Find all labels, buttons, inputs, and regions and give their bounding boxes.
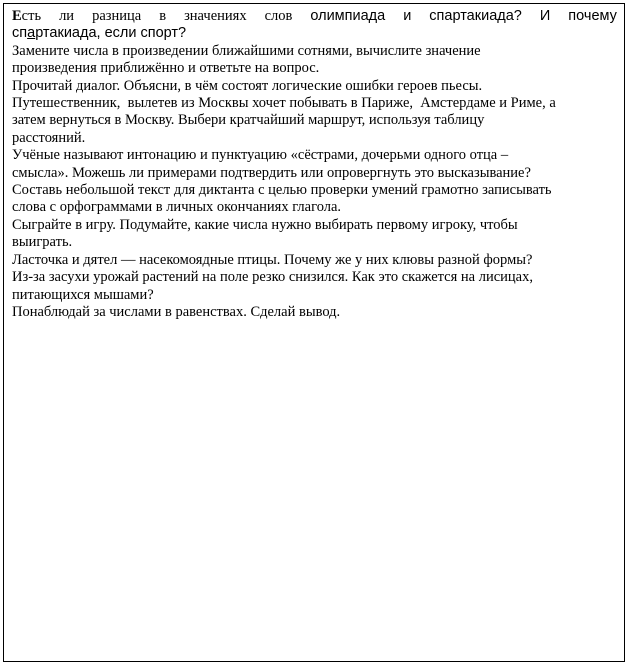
word-olimpiada: олимпиада [310, 8, 386, 24]
text-line: Сыграйте в игру. Подумайте, какие числа нужно выбирать первому игроку, чтобы [12, 216, 518, 233]
text-line: слова с орфограммами в личных окончаниях глагола. [12, 199, 342, 216]
underlined-letter: а [27, 25, 36, 42]
document-frame [3, 3, 625, 662]
question-line-1 [12, 8, 617, 25]
text-line: Прочитай диалог. Объясни, в чём состоят логические ошибки героев пьесы. [12, 77, 483, 94]
bold-initial: Е [12, 8, 22, 24]
word: слов [264, 8, 293, 24]
text-line: произведения приближённо и ответьте на вопрос. [12, 60, 320, 77]
word: ли [59, 8, 75, 24]
word: в [159, 8, 167, 24]
question-line-2 [12, 25, 617, 42]
word-spartakiada: спартакиада? [429, 8, 522, 24]
text-line: Понаблюдай за числами в равенствах. Сделай вывод. [12, 303, 341, 320]
text-line: затем вернуться в Москву. Выбери кратчайший маршрут, используя таблицу [12, 112, 485, 129]
word: почему [568, 8, 617, 24]
word-i: и [403, 8, 412, 24]
word: И [539, 8, 551, 24]
text-line: Ласточка и дятел — насекомоядные птицы. Почему же у них клювы разной формы? [12, 251, 533, 268]
text-line: Путешественник, вылетев из Москвы хочет побывать в Париже, Амстердаме и Риме, а [12, 95, 556, 112]
word: значениях [184, 8, 247, 24]
text-line: Замените числа в произведении ближайшими сотнями, вычислите значение [12, 42, 481, 59]
text-line: Составь небольшой текст для диктанта с целью проверки умений грамотно записывать [12, 182, 552, 199]
text-line: Учёные называют интонацию и пунктуацию «сёстрами, дочерьми одного отца – [12, 147, 509, 164]
text-line: расстояний. [12, 129, 86, 146]
text-line: Из-за засухи урожай растений на поле резко снизился. Как это скажется на лисицах, [12, 269, 533, 286]
word-est: Есть [12, 8, 42, 24]
text-line: смысла». Можешь ли примерами подтвердить или опровергнуть это высказывание? [12, 164, 531, 181]
spartakiada-text: спартакиада [429, 8, 514, 24]
text-line: питающихся мышами? [12, 286, 154, 303]
line2-part-a: сп [12, 25, 28, 42]
line2-part-b: ртакиада, если спорт? [35, 25, 187, 42]
word: разница [92, 8, 142, 24]
text-line: выиграть. [12, 234, 73, 251]
